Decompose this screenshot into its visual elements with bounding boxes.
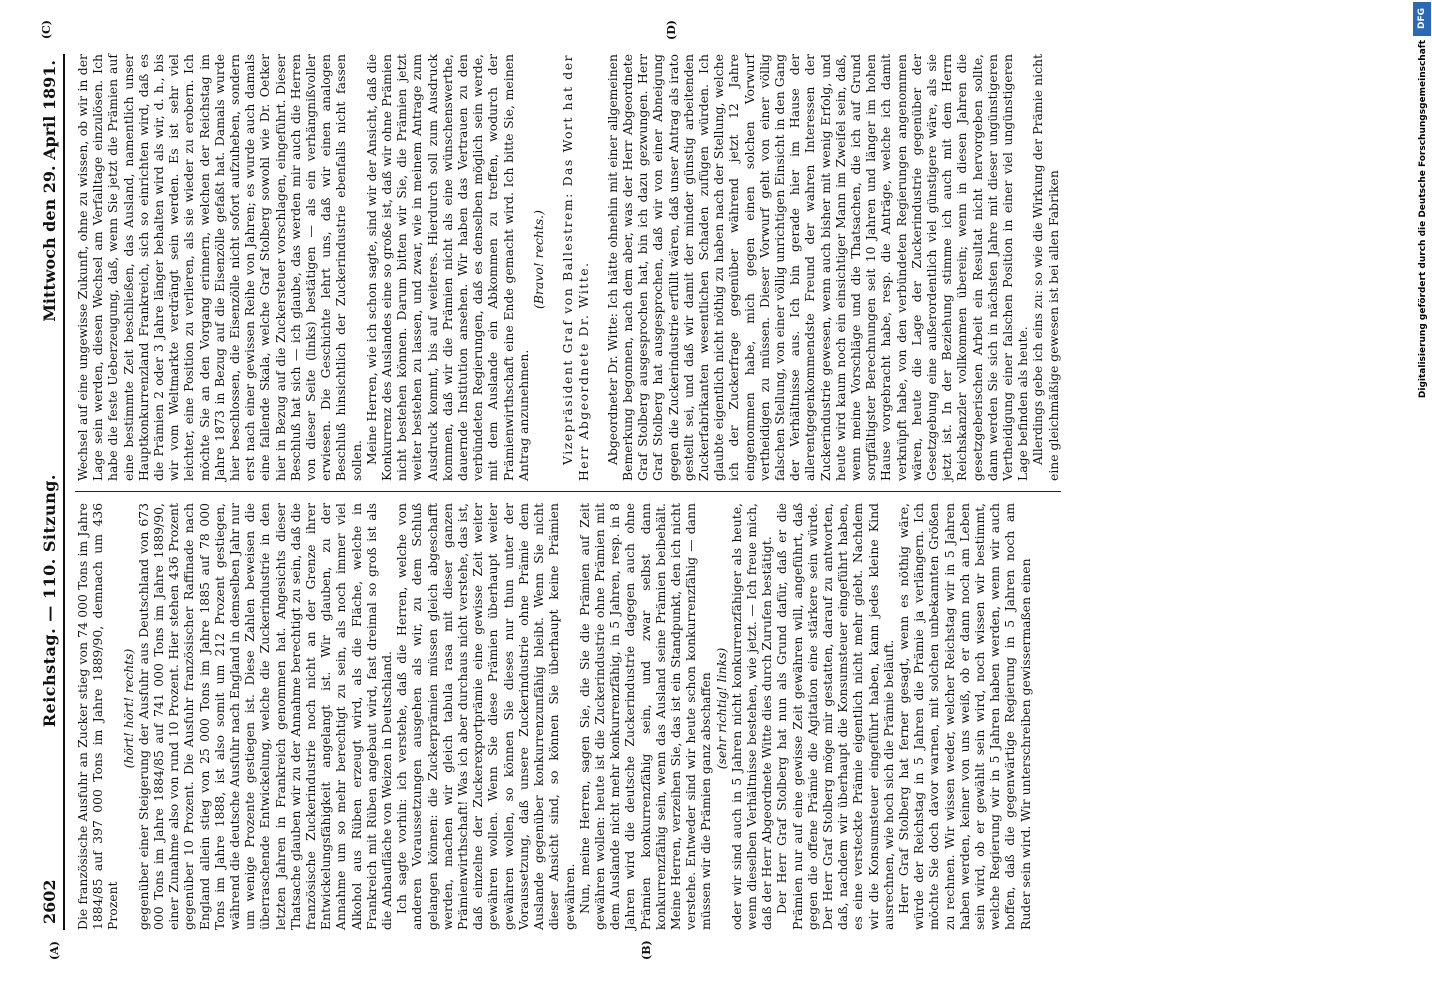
session-title: Reichstag. — 110. Sitzung.: [40, 474, 59, 728]
margin-marker-b: (B): [640, 940, 653, 960]
right-paragraph-1: Wechsel auf eine ungewisse Zukunft, ohne zu wissen, ob wir in der Lage sein werden, diesen Wechsel am Verfalltage einzulösen. Ich habe die feste Ueberzeugung, daß, wenn Sie jetzt die Prämien auf eine bestimmte Zeit beschließen, das Ausland, namentlich unser Hauptkonkurrenzland Frankreich, sich so einrichten wird, daß es die Prämien 2 oder 3 Jahre länger behalten wird als wir, d. h., bis wir vom Weltmarkte verdrängt sein werden. Es ist sehr viel leichter, eine Position zu verlieren, als sie wieder zu erobern. Ich möchte Sie an den Vorgang erinnern, welchen der Reichstag im Jahre 1873 in Bezug auf die Eisenzölle gefaßt hat. Damals wurde hier beschlossen, die Eisenzölle nicht sofort aufzuheben, sondern erst nach einer gewissen Reihe von Jahren; es wurde auch damals eine fallende Skala, welche Graf Stolberg sowohl wie Dr. Oetker hier in Bezug auf die Zuckersteuer vorschlagen, eingeführt. Dieser Beschluß hat sich — ich glaube, das werden mir auch die Herren von dieser Seite (links) bestätigen — als ein verhängnißvoller erwiesen. Die Geschichte lehrt uns, daß wir einen analogen Beschluß hinsichtlich der Zuckerindustrie ebenfalls nicht fassen sollen.: [75, 54, 364, 481]
left-interjection-2: (sehr richtig! links): [713, 647, 729, 770]
left-paragraph-7: Herr Graf Stolberg hat ferner gesagt, wenn es nöthig wäre, würde der Reichstag in 5 Jahren die Prämie ja verlängern. Ich möchte Sie doch davor warnen, mit solchen unbekannten Größen zu rechnen. Wir wissen weder, welcher Reichstag wir in 5 Jahren haben werden, keiner von uns weiß, ob er dann noch am Leben sein wird, ob er gewählt sein wird, noch wissen wir bestimmt, welche Regierung wir in 5 Jahren haben werden, wenn wir auch hoffen, daß die gegenwärtige Regierung in 5 Jahren noch am Ruder sein wird. Wir unterschreiben gewissermaßen einen: [895, 503, 1033, 930]
left-paragraph-1: Die französische Ausfuhr an Zucker stieg von 74 000 Tons im Jahre 1884/85 auf 397 000 Tons im Jahre 1889/90, demnach um 436 Prozent: [75, 503, 121, 930]
spacer: [591, 54, 605, 481]
page-header: [40, 60, 59, 924]
left-paragraph-4: Nun, meine Herren, sagen Sie, die Sie die Prämien auf Zeit gewähren wollen: heute ist die Zuckerindustrie ohne Prämien mit dem Auslande nicht mehr konkurrenzfähig, in 5 Jahren, resp. in 8 Jahren wird die deutsche Zuckerindustrie dagegen auch ohne Prämien konkurrenzfähig sein, und zwar selbst dann konkurrenzfähig sein, wenn das Ausland seine Prämien beibehält. Meine Herren, verzeihen Sie, das ist ein Standpunkt, den ich nicht verstehe. Entweder sind wir heute schon konkurrenzfähig — dann müssen wir die Prämien ganz abschaffen: [576, 503, 714, 930]
margin-marker-d: (D): [665, 20, 678, 40]
margin-marker-a: (A): [48, 941, 61, 960]
right-paragraph-3: Vizepräsident Graf von Ballestrem: Das Wort hat der Herr Abgeordnete Dr. Witte.: [560, 54, 591, 481]
right-column: [75, 54, 1061, 481]
right-paragraph-4: Abgeordneter Dr. Witte: Ich hätte ohnehin mit einer allgemeinen Bemerkung begonnen, nach dem aber, was der Herr Abgeordnete Graf Stolberg ausgesprochen hat, bin ich dazu gezwungen. Herr Graf Stolberg hat ausgesprochen, daß wir von einer Abneigung gegen die Zuckerindustrie erfüllt wären, daß unser Antrag als irato gestellt sei, und daß wir damit der minder günstig arbeitenden Zuckerfabrikanten wesentlichen Schaden zufügen würden. Ich glaubte eigentlich nicht nöthig zu haben nach der Stellung, welche ich der Zuckerfrage gegenüber während jetzt 12 Jahre eingenommen habe, mich gegen einen solchen Vorwurf vertheidigen zu müssen. Dieser Vorwurf geht von einer völlig falschen Stellung, von einer völlig unrichtigen Einsicht in den Gang der Verhältnisse aus. Ich bin gerade hier im Hause der allerentgegenkommendste Freund der wahren Interessen der Zuckerindustrie gewesen, wenn auch bisher mit wenig Erfolg, und heute wird kaum noch ein einsichtiger Mann im Zweifel sein, daß, wenn meine Vorschläge und die Thatsachen, die ich auf Grund sorgfältigster Berechnungen seit 10 Jahren und länger im hohen Hause vorgebracht habe, resp. die Anträge, welche ich damit verknüpft habe, von den verbündeten Regierungen angenommen wären, heute die Lage der Zuckerindustrie gegenüber der Gesetzgebung eine außerordentlich viel günstigere wäre, als sie jetzt ist. In der Beziehung stimme ich auch mit dem Herrn Reichskanzler vollkommen überein; wenn in diesen Jahren die gesetzgeberischen Arbeit ein Resultat nicht hervorgeben sollte, dann werden Sie sich in nächsten Jahre mit dieser ungünstigeren Vertheidigung einer falschen Position in einer viel ungünstigeren Lage befinden als heute.: [604, 54, 1031, 481]
margin-marker-c: (C): [40, 20, 53, 40]
left-paragraph-5: oder wir sind auch in 5 Jahren nicht konkurrenzfähiger als heute, wenn dieselben Verhältnisse bestehen, wie jetzt. — Ich freue mich, daß der Herr Abgeordnete Witte dies durch Zurufen bestätigt.: [728, 503, 775, 930]
page-number: 2602: [40, 879, 59, 924]
right-interjection-1: (Bravo! rechts.): [531, 210, 547, 309]
left-interjection-1: (hört! hört! rechts): [120, 648, 136, 769]
left-column: [75, 503, 1061, 930]
left-paragraph-3: Ich sagte vorhin: ich verstehe, daß die Herren, welche von anderen Voraussetzungen ausgehen als wir, zu dem Schluß gelangen können: die Zuckerprämien müssen gleich abgeschafft werden, machen wir gleich tabula rasa mit dieser ganzen Prämienwirthschaft! Was ich aber durchaus nicht verstehe, das ist, daß einzelne der Zuckerexportprämie eine gewisse Zeit weiter gewähren wollen. Wenn Sie diese Prämien überhaupt weiter gewähren wollen, so können Sie dieses nur thun unter der Voraussetzung, daß unsere Zuckerindustrie ohne Prämie dem Auslande gegenüber konkurrenzunfähig bleibt. Wenn Sie nicht dieser Ansicht sind, so können Sie überhaupt keine Prämien gewähren.: [394, 503, 577, 930]
session-date: Mittwoch den 29. April 1891.: [40, 60, 59, 322]
right-paragraph-2: Meine Herren, wie ich schon sagte, sind wir der Ansicht, daß die Konkurrenz des Auslandes eine so große ist, daß wir ohne Prämien nicht bestehen können. Darum bitten wir Sie, die Prämien jetzt weiter bestehen zu lassen, und zwar, wie in meinem Antrage zum Ausdruck kommt, bis auf weiteres. Hierdurch soll zum Ausdruck kommen, daß wir die Prämien nicht als eine wünschenswerthe, dauernde Institution ansehen. Wir haben das Vertrauen zu den verbündeten Regierungen, daß es denselben möglich sein werde, mit dem Auslande ein Abkommen zu treffen, wodurch der Prämienwirthschaft eine Ende gemacht wird. Ich bitte Sie, meinen Antrag anzunehmen.: [363, 54, 531, 481]
left-paragraph-6: Der Herr Graf Stolberg hat nun als Grund dafür, daß er die Prämien nur auf eine gewisse Zeit gewähren will, angeführt, daß gegen die offene Prämie die Agitation eine stärkere sein würde. Der Herr Graf Stolberg möge mir gestatten, darauf zu antworten, daß, nachdem wir überhaupt die Konsumsteuer eingeführt haben, es eine versteckte Prämie eigentlich nicht mehr giebt. Nachdem wir die Konsumsteuer eingeführt haben, kann jedes kleine Kind ausrechnen, wie hoch sich die Prämie beläuft.: [774, 503, 896, 930]
right-paragraph-5: Allerdings gebe ich eins zu: so wie die Wirkung der Prämie nicht eine gleichmäßige gewesen ist bei allen Fabriken: [1030, 54, 1061, 481]
digitization-credit: Digitalisierung gefördert durch die Deutsche Forschungsgemeinschaft: [1418, 40, 1428, 399]
spacer: [546, 54, 560, 481]
left-paragraph-2: gegenüber einer Steigerung der Ausfuhr aus Deutschland von 673 000 Tons im Jahre 1884/85 auf 741 000 Tons im Jahre 1889/90, einer Zunahme also von rund 10 Prozent. Hier stehen 436 Prozent gegenüber 10 Prozent. Die Ausfuhr französischer Raffinade nach England allein stieg von 25 000 Tons im Jahre 1885 auf 78 000 Tons im Jahre 1888, ist also somit um 212 Prozent gestiegen, während die deutsche Ausfuhr nach England in demselben Jahr nur um wenige Prozente gestiegen ist. Diese Zahlen beweisen die überraschende Entwickelung, welche die Zuckerindustrie in den letzten Jahren in Frankreich genommen hat. Angesichts dieser Thatsache glauben wir zu der Annahme berechtigt zu sein, daß die französische Zuckerindustrie noch nicht an der Grenze ihrer Entwickelungsfähigkeit angelangt ist. Wir glauben, zu der Annahme um so mehr berechtigt zu sein, als noch immer viel Alkohol aus Rüben erzeugt wird, als die Fläche, welche in Frankreich mit Rüben angebaut wird, fast dreimal so groß ist als die Anbaufläche von Weizen in Deutschland.: [135, 503, 395, 930]
header-rule: [63, 54, 65, 930]
dfg-logo: DFG: [1413, 2, 1431, 36]
text-columns: [75, 54, 1061, 930]
